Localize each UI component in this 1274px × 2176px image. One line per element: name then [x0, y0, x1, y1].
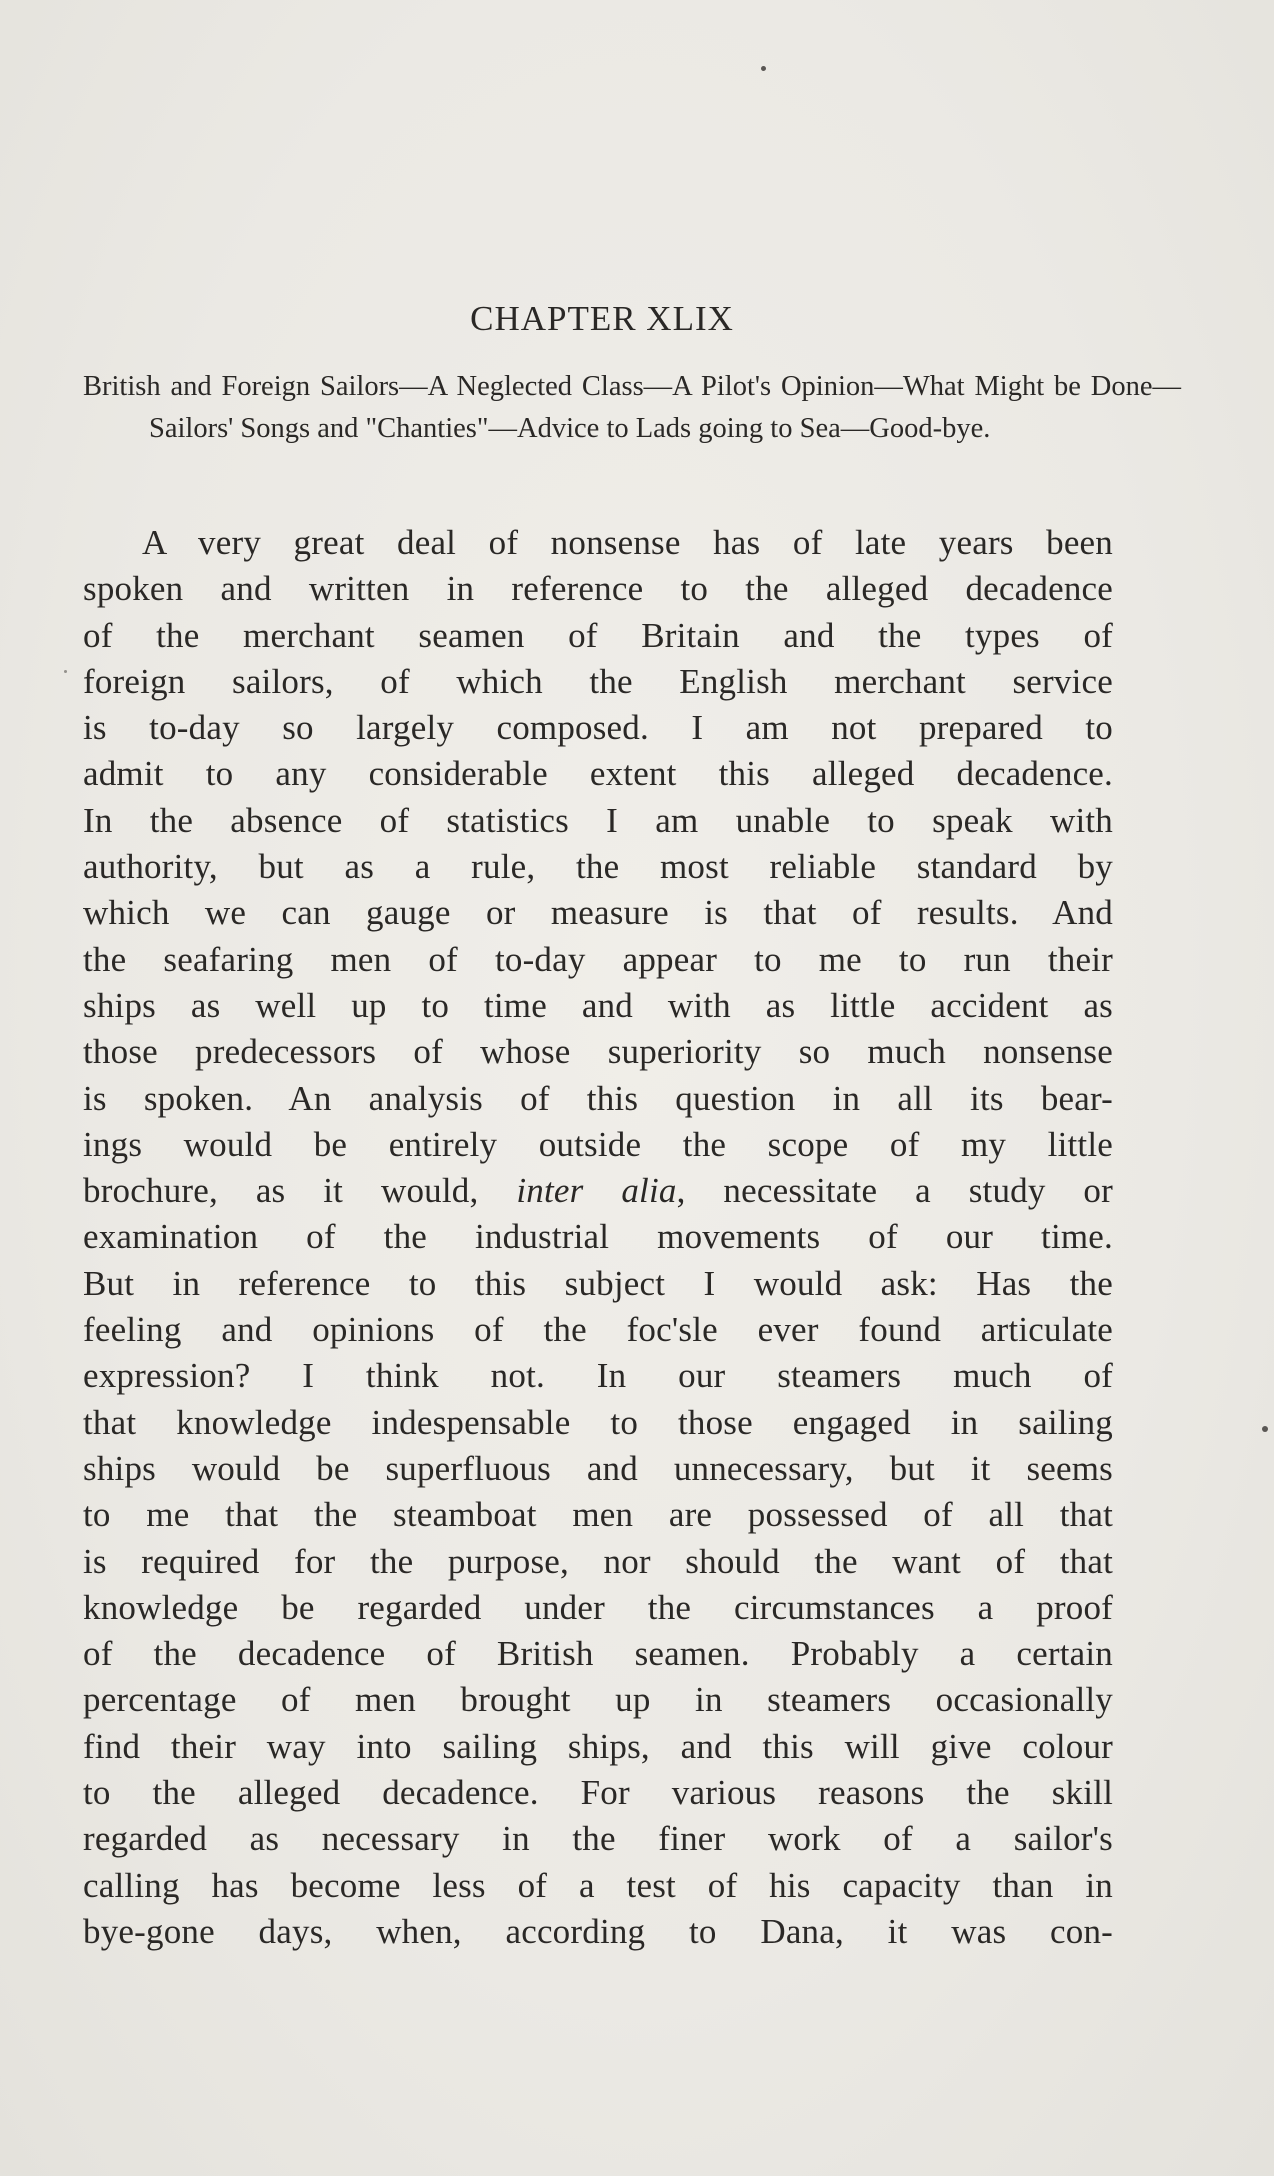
ink-speck — [1262, 1426, 1268, 1432]
text-line: to me that the steamboat men are possessed of all that — [83, 1495, 1113, 1535]
text-line: expression? I think not. In our steamers much of — [83, 1356, 1113, 1396]
text-line: percentage of men brought up in steamers occasionally — [83, 1680, 1113, 1720]
chapter-synopsis: British and Foreign Sailors—A Neglected Class—A Pilot's Opinion—What Might be Done—Sailors' Songs and "Chanties"—Advice to Lads going to Sea—Good-bye. — [83, 371, 1181, 444]
text-line: which we can gauge or measure is that of results. And — [83, 893, 1113, 933]
text-line: to the alleged decadence. For various reasons the skill — [83, 1773, 1113, 1813]
text-line: of the decadence of British seamen. Probably a certain — [83, 1634, 1113, 1674]
text-line: regarded as necessary in the finer work of a sailor's — [83, 1819, 1113, 1859]
text-line: ships would be superfluous and unnecessary, but it seems — [83, 1448, 1113, 1488]
text-line: examination of the industrial movements of our time. — [83, 1217, 1113, 1257]
ink-speck — [64, 670, 67, 673]
text-line: authority, but as a rule, the most reliable standard by — [83, 847, 1113, 887]
text-line: brochure, as it would, inter alia, necessitate a study or — [83, 1171, 1113, 1211]
latin-phrase: inter alia — [516, 1171, 677, 1211]
text-line: find their way into sailing ships, and this will give colour — [83, 1726, 1113, 1766]
text-line: But in reference to this subject I would ask: Has the — [83, 1263, 1113, 1303]
text-line: In the absence of statistics I am unable to speak with — [83, 800, 1113, 840]
text-line: feeling and opinions of the foc'sle ever found articulate — [83, 1310, 1113, 1350]
text-line: the seafaring men of to-day appear to me to run their — [83, 939, 1113, 979]
text-line: calling has become less of a test of his capacity than in — [83, 1865, 1113, 1905]
text-line: is spoken. An analysis of this question in all its bear- — [83, 1078, 1113, 1118]
text-line: knowledge be regarded under the circumstances a proof — [83, 1587, 1113, 1627]
ink-speck — [761, 66, 766, 71]
text-line: bye-gone days, when, according to Dana, it was con- — [83, 1911, 1113, 1951]
text-line: ships as well up to time and with as little accident as — [83, 985, 1113, 1025]
text-line: foreign sailors, of which the English merchant service — [83, 661, 1113, 701]
text-line: spoken and written in reference to the alleged decadence — [83, 569, 1113, 609]
text-line: is required for the purpose, nor should the want of that — [83, 1541, 1113, 1581]
chapter-title: CHAPTER XLIX — [470, 299, 734, 338]
text-line: admit to any considerable extent this alleged decadence. — [83, 754, 1113, 794]
text-line: of the merchant seamen of Britain and the types of — [83, 615, 1113, 655]
text-line: is to-day so largely composed. I am not prepared to — [83, 708, 1113, 748]
body-text — [83, 520, 1113, 1955]
text-line: that knowledge indespensable to those engaged in sailing — [83, 1402, 1113, 1442]
text-line: ings would be entirely outside the scope of my little — [83, 1124, 1113, 1164]
text-line: A very great deal of nonsense has of late years been — [142, 523, 1113, 562]
text-line: those predecessors of whose superiority so much nonsense — [83, 1032, 1113, 1072]
